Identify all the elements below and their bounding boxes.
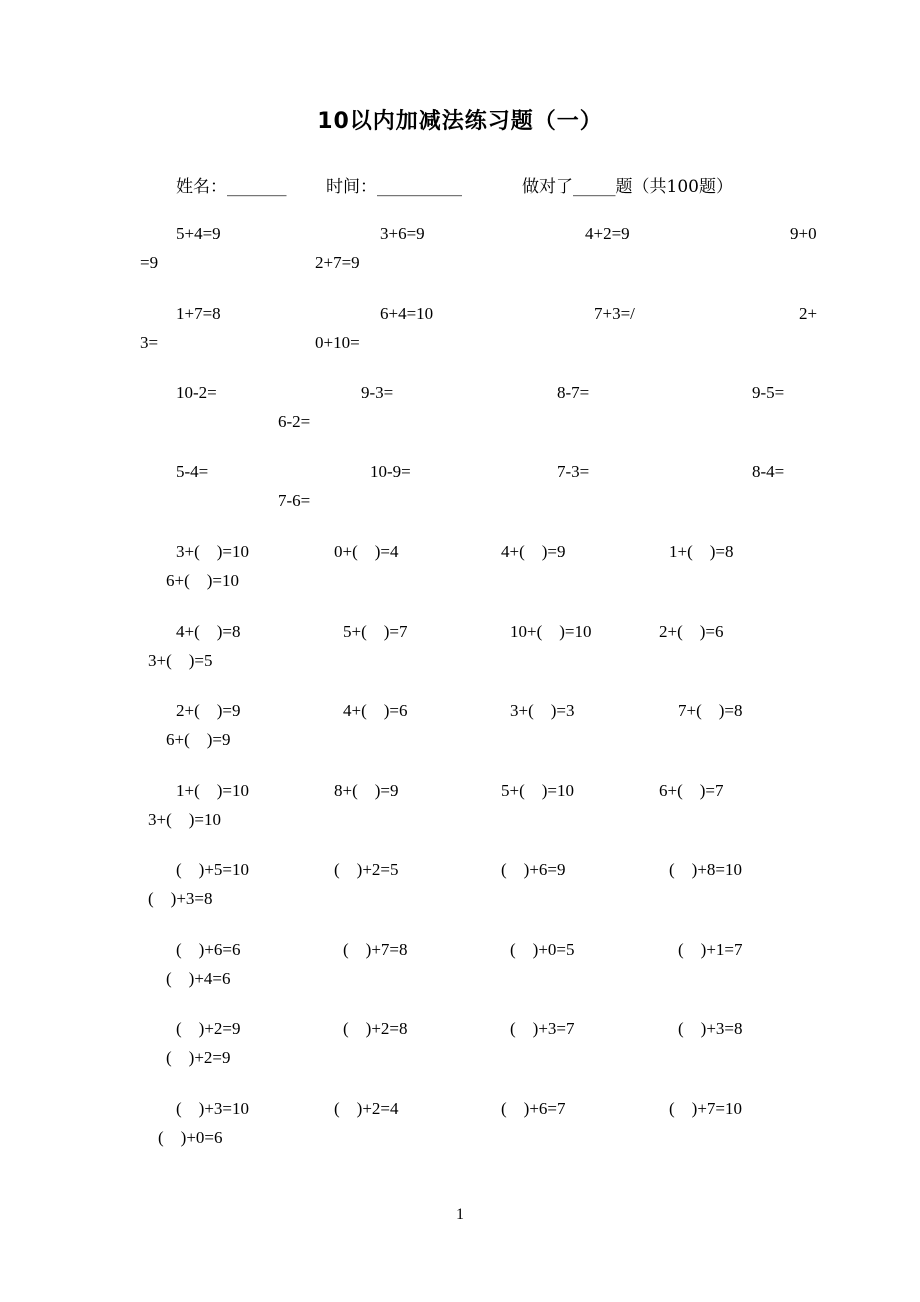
name-field: 姓名：_______ [176,177,287,197]
problem-12-1-3: ( )+6=7 [501,1099,566,1118]
problem-2-1-3: 7+3=/ [594,304,635,323]
problem-7-2-1: 6+( )=9 [166,730,231,749]
problem-4-2-1: 7-6= [278,491,311,510]
problem-1-1-2: 3+6=9 [380,224,425,243]
problem-1-1-4: 9+0 [790,224,817,243]
problem-11-1-2: ( )+2=8 [343,1019,408,1038]
problem-5-1-2: 0+( )=4 [334,542,399,561]
problem-8-1-4: 6+( )=7 [659,781,724,800]
problem-12-1-4: ( )+7=10 [669,1099,742,1118]
problem-2-2-2: 0+10= [315,333,360,352]
problem-1-2-2: 2+7=9 [315,253,360,272]
problem-3-2-1: 6-2= [278,412,311,431]
page-number: 1 [456,1206,464,1223]
problem-10-1-1: ( )+6=6 [176,940,241,959]
problem-11-1-1: ( )+2=9 [176,1019,241,1038]
problem-6-1-4: 2+( )=6 [659,622,724,641]
problem-11-1-4: ( )+3=8 [678,1019,743,1038]
problem-7-1-2: 4+( )=6 [343,701,408,720]
problem-4-1-2: 10-9= [370,462,411,481]
problem-3-1-3: 8-7= [557,383,590,402]
problem-11-2-1: ( )+2=9 [166,1048,231,1067]
problem-1-2-1: =9 [140,253,159,272]
problem-12-1-1: ( )+3=10 [176,1099,249,1118]
problem-12-2-1: ( )+0=6 [158,1128,223,1147]
problem-5-1-1: 3+( )=10 [176,542,249,561]
problem-4-1-3: 7-3= [557,462,590,481]
problem-4-1-4: 8-4= [752,462,785,481]
problem-10-1-2: ( )+7=8 [343,940,408,959]
problem-2-1-1: 1+7=8 [176,304,221,323]
problem-9-1-1: ( )+5=10 [176,860,249,879]
problem-10-2-1: ( )+4=6 [166,969,231,988]
problem-10-1-3: ( )+0=5 [510,940,575,959]
problem-8-2-1: 3+( )=10 [148,810,221,829]
score-field: 做对了_____题（共100题） [522,177,733,197]
problem-2-1-4: 2+ [799,304,818,323]
problem-3-1-1: 10-2= [176,383,217,402]
problem-4-1-1: 5-4= [176,462,209,481]
problem-12-1-2: ( )+2=4 [334,1099,399,1118]
problem-3-1-4: 9-5= [752,383,785,402]
problem-8-1-1: 1+( )=10 [176,781,249,800]
problem-9-2-1: ( )+3=8 [148,889,213,908]
problem-8-1-2: 8+( )=9 [334,781,399,800]
problem-6-2-1: 3+( )=5 [148,651,213,670]
problem-6-1-2: 5+( )=7 [343,622,408,641]
time-field: 时间：__________ [326,177,462,197]
problem-9-1-4: ( )+8=10 [669,860,742,879]
problem-6-1-3: 10+( )=10 [510,622,592,641]
problem-8-1-3: 5+( )=10 [501,781,574,800]
problem-5-1-4: 1+( )=8 [669,542,734,561]
problem-10-1-4: ( )+1=7 [678,940,743,959]
problem-7-1-1: 2+( )=9 [176,701,241,720]
problem-9-1-2: ( )+2=5 [334,860,399,879]
problem-1-1-3: 4+2=9 [585,224,630,243]
page-title: 10以内加减法练习题（一） [317,109,603,134]
problem-7-1-4: 7+( )=8 [678,701,743,720]
problem-6-1-1: 4+( )=8 [176,622,241,641]
problem-11-1-3: ( )+3=7 [510,1019,575,1038]
problem-1-1-1: 5+4=9 [176,224,221,243]
problem-5-1-3: 4+( )=9 [501,542,566,561]
problem-3-1-2: 9-3= [361,383,394,402]
problem-5-2-1: 6+( )=10 [166,571,239,590]
problem-7-1-3: 3+( )=3 [510,701,575,720]
problem-2-1-2: 6+4=10 [380,304,434,323]
problem-9-1-3: ( )+6=9 [501,860,566,879]
problem-2-2-1: 3= [140,333,159,352]
